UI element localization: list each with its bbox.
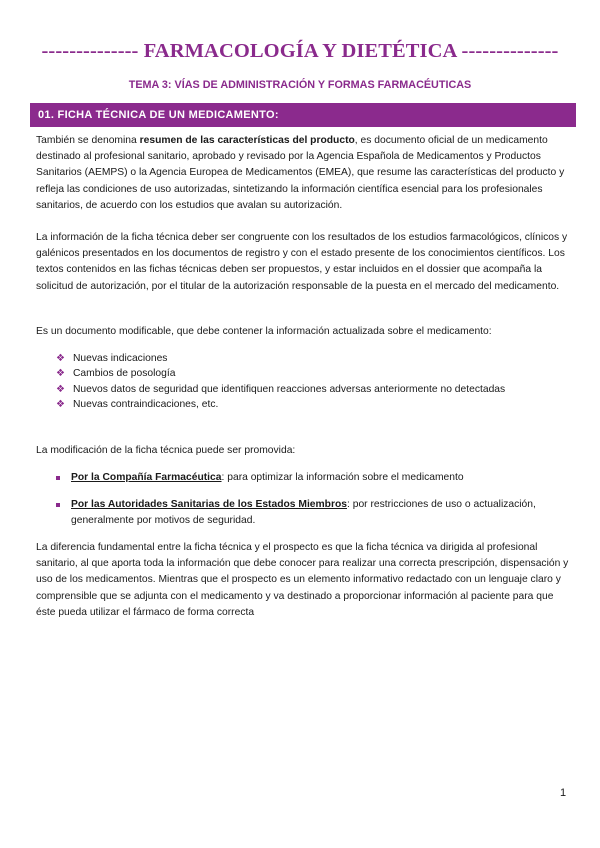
promoter-label: Por la Compañía Farmacéutica: [71, 472, 222, 483]
promoter-item-authorities: [56, 497, 576, 529]
list-item-text: Nuevas contraindicaciones, etc.: [73, 398, 219, 410]
paragraph-definition-intro: También se denomina: [36, 135, 140, 146]
list-item: [56, 366, 505, 381]
diamond-bullet-icon: ❖: [56, 398, 65, 410]
diamond-bullet-icon: ❖: [56, 353, 65, 364]
list-item-text: Cambios de posología: [73, 368, 176, 380]
paragraph-definition-bold: resumen de las características del producto: [139, 135, 355, 146]
diamond-bullet-icon: ❖: [56, 368, 65, 380]
section-heading: 01. FICHA TÉCNICA DE UN MEDICAMENTO:: [30, 103, 576, 127]
paragraph-definition: [36, 133, 571, 214]
promoter-text: : para optimizar la información sobre el medicamento: [221, 472, 464, 483]
list-item-text: Nuevas indicaciones: [73, 353, 168, 364]
page-number: 1: [560, 787, 567, 799]
paragraph-promoted: La modificación de la ficha técnica puede ser promovida:: [36, 445, 296, 456]
list-item: [56, 382, 505, 397]
diamond-bullet-icon: ❖: [56, 383, 65, 395]
list-item: [56, 351, 505, 366]
topic-subtitle: TEMA 3: VÍAS DE ADMINISTRACIÓN Y FORMAS FARMACÉUTICAS: [128, 79, 472, 91]
update-list: [56, 351, 505, 412]
paragraph-modifiable: Es un documento modificable, que debe contener la información actualizada sobre el medicamento:: [36, 326, 492, 337]
square-bullet-icon: [56, 503, 60, 507]
paragraph-congruence: La información de la ficha técnica deber ser congruente con los resultados de los estudios farmacológicos, clínicos y galénicos presentados en los documentos de registro y con el estado presente de los conocimientos científicos. Los textos contenidos en las fichas técnicas deben ser propuestos, y estar incluidos en el dossier que acompaña la solicitud de autorización, por el titular de la autorización responsable de la puesta en el mercado del medicamento.: [36, 232, 568, 292]
promoter-item-company: [56, 470, 576, 486]
paragraph-definition-body: , es documento oficial de un medicamento destinado al profesional sanitario, aprobado y revisado por la Agencia Española de Medicamentos y Productos Sanitarios (AEMPS) o la Agencia Europea de Medicamentos (EMEA), que resume las características del producto y refleja las condiciones de uso autorizadas, sintetizando la información científica esencial para los profesionales sanitarios, de acuerdo con los estudios que avalan su autorización.: [36, 135, 565, 211]
promoter-text: : por restricciones de uso o actualización, generalmente por motivos de seguridad.: [71, 499, 536, 527]
square-bullet-icon: [56, 476, 60, 480]
list-item: [56, 397, 505, 412]
promoter-label: Por las Autoridades Sanitarias de los Estados Miembros: [71, 499, 347, 510]
page-title: -------------- FARMACOLOGÍA Y DIETÉTICA --------------: [41, 40, 559, 62]
paragraph-difference: La diferencia fundamental entre la ficha técnica y el prospecto es que la ficha técnica va dirigida al profesional sanitario, al que aporta toda la información que debe conocer para realizar una correcta prescripción, dispensación y uso de los medicamentos. Mientras que el prospecto es un elemento informativo redactado con un lenguaje claro y comprensible que se adjunta con el medicamento y va destinado a proporcionar información al paciente para que éste pueda utilizar el fármaco de forma correcta: [36, 542, 569, 618]
list-item-text: Nuevos datos de seguridad que identifiquen reacciones adversas anteriormente no detectadas: [73, 383, 506, 395]
